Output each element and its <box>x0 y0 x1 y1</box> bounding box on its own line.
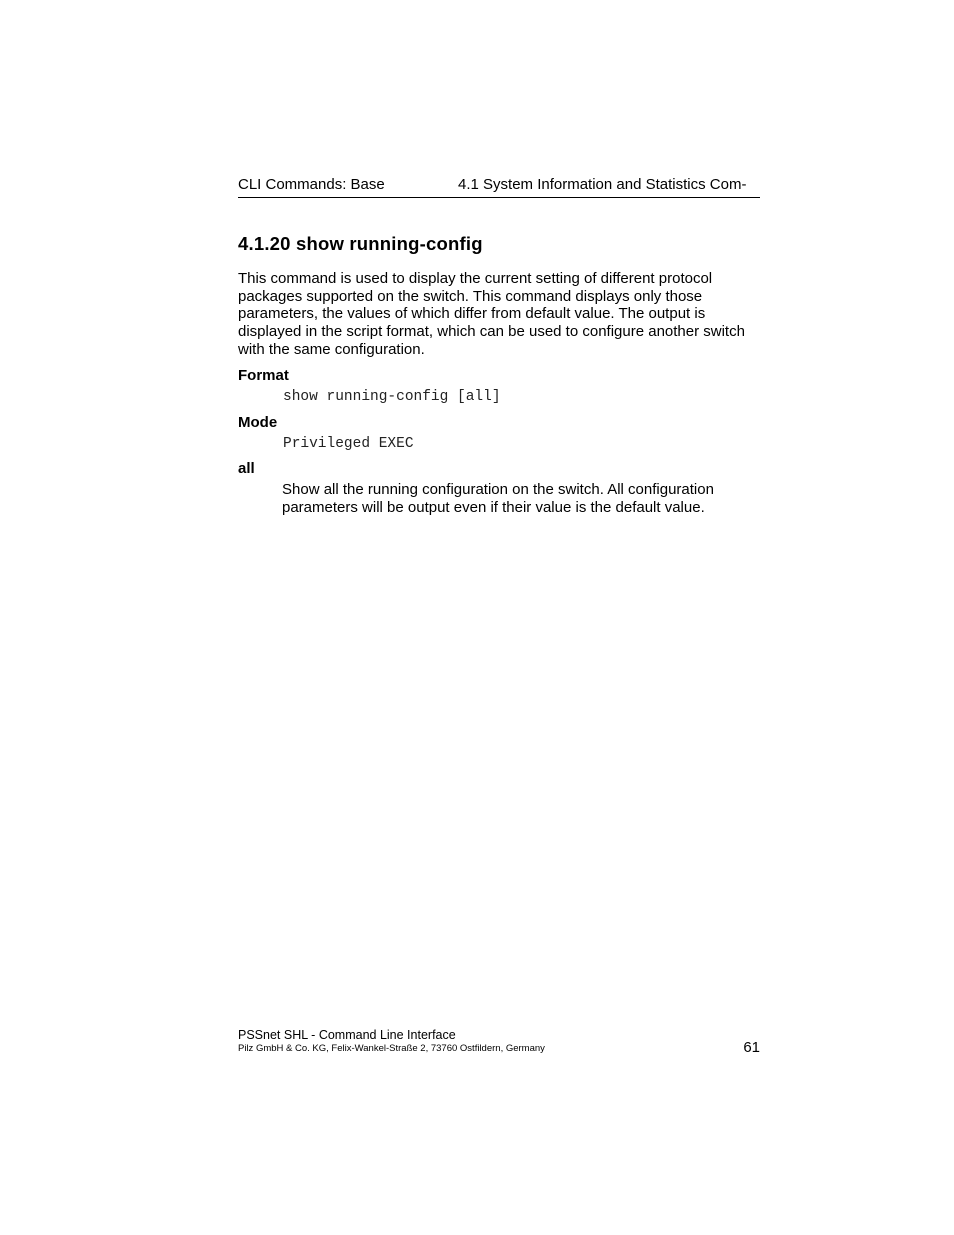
parameter-description: Show all the running configuration on the switch. All configuration parameters will be output even if their value is the default value. <box>282 481 714 516</box>
page-number: 61 <box>743 1039 760 1056</box>
format-value: show running-config [all] <box>283 389 501 405</box>
mode-label: Mode <box>238 414 278 431</box>
format-label: Format <box>238 367 289 384</box>
page-header <box>238 176 760 198</box>
section-title: 4.1.20 show running-config <box>238 233 483 254</box>
footer-title: PSSnet SHL - Command Line Interface <box>238 1028 456 1042</box>
parameter-label: all <box>238 460 255 477</box>
header-section: 4.1 System Information and Statistics Com- <box>458 176 747 193</box>
header-chapter: CLI Commands: Base <box>238 176 385 193</box>
footer-address: Pilz GmbH & Co. KG, Felix-Wankel-Straße 2, 73760 Ostfildern, Germany <box>238 1043 545 1054</box>
intro-paragraph: This command is used to display the current setting of different protocol packages supported on the switch. This command displays only those parameters, the values of which differ from default value. The output is displayed in the script format, which can be used to configure another switch with the same configuration. <box>238 270 745 358</box>
mode-value: Privileged EXEC <box>283 436 414 452</box>
